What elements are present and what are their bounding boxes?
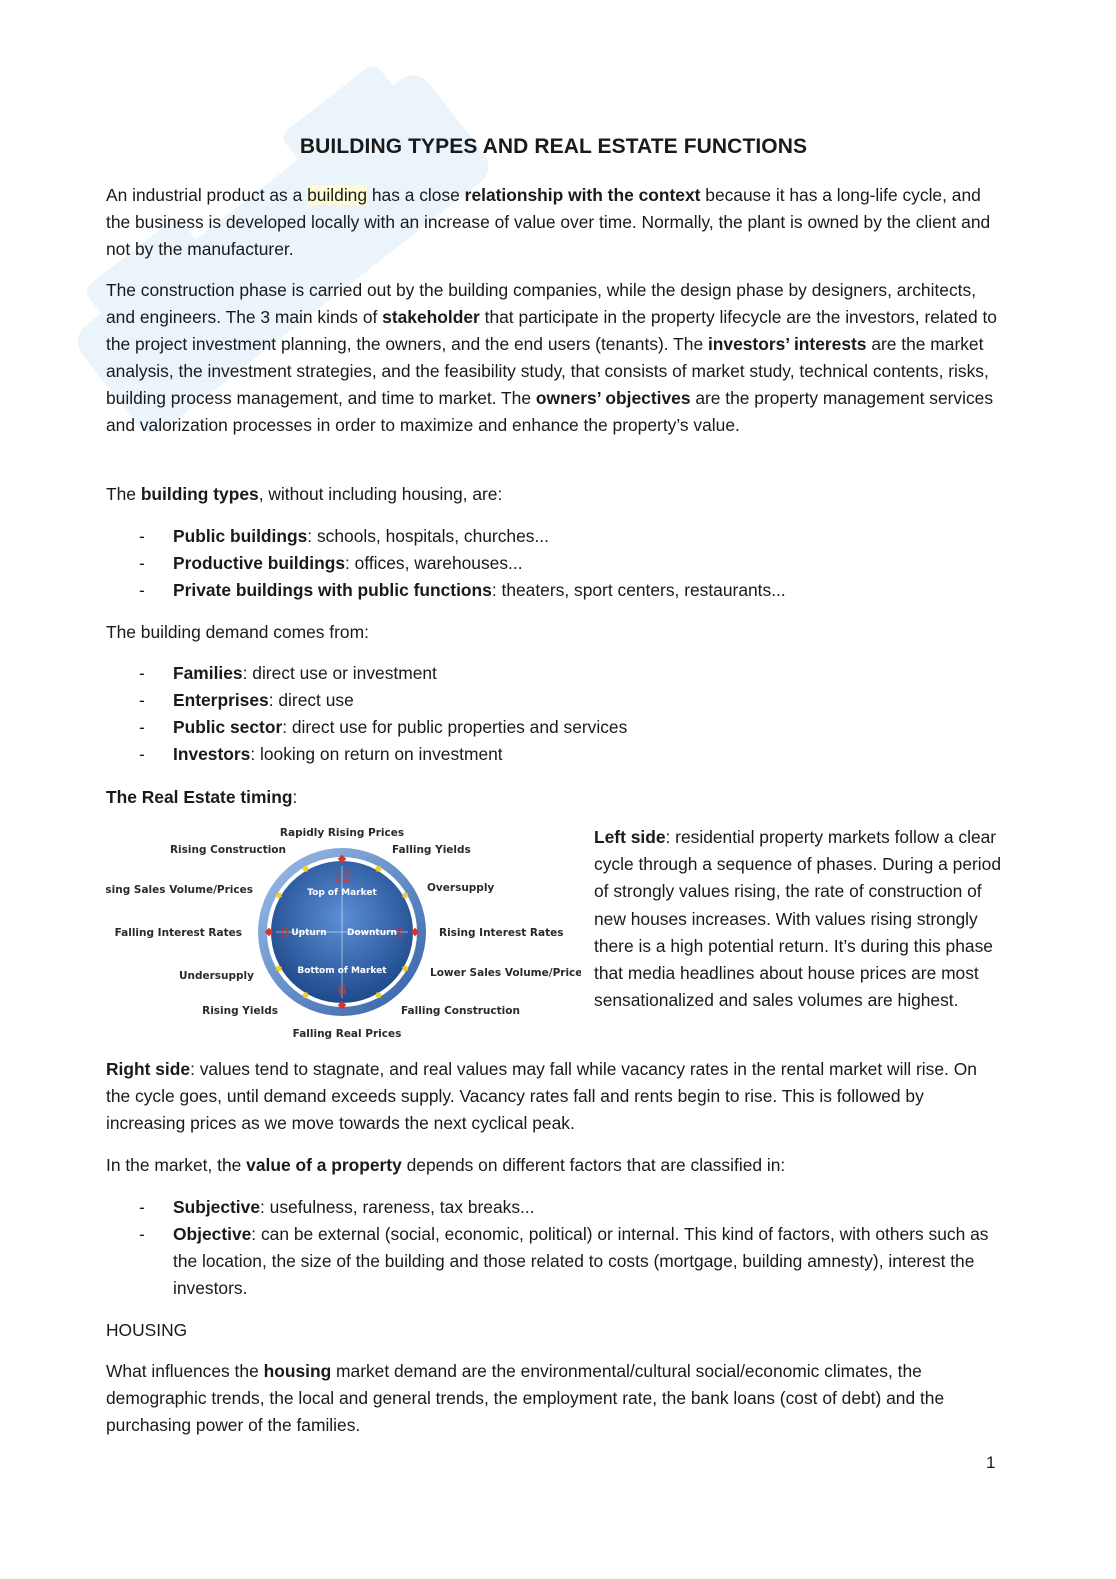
outer-label: Falling Yields (392, 844, 471, 856)
demand-list (106, 660, 1001, 768)
list-item: - Objective: can be external (social, economic, political) or internal. This kind of factors, with others such as the location, the size of the building and those related to costs (mortgage, building amnesty), interest the investors. (139, 1224, 989, 1298)
heading-housing: HOUSING (106, 1320, 188, 1340)
list-item: - Families: direct use or investment (139, 663, 437, 683)
outer-label: Rising Sales Volume/Prices (106, 884, 253, 896)
right-side-description: Right side: values tend to stagnate, and real values may fall while vacancy rates in the rental market will rise. On the cycle goes, until demand exceeds supply. Vacancy rates fall and rents begin to rise. This is followed by increasing prices as we move towards the next cyclical peak. (106, 1059, 977, 1133)
clock-number-9: 9 (280, 926, 290, 942)
paragraph-demand: The building demand comes from: (106, 622, 369, 642)
outer-label: Rapidly Rising Prices (279, 827, 405, 839)
outer-label: Rising Yields (202, 1005, 278, 1017)
heading-real-estate-timing: The Real Estate timing: (106, 787, 298, 807)
real-estate-clock-diagram (106, 820, 581, 1045)
outer-label: Falling Construction (401, 1005, 520, 1017)
clock-number-12: 12 (333, 869, 351, 885)
building-types-list (106, 523, 1001, 604)
clock-svg (106, 820, 581, 1045)
paragraph-housing: What influences the housing market demand are the environmental/cultural social/economic climates, the demographic trends, the local and general trends, the employment rate, the bank loans (cost of debt) and the purchasing power of the families. (106, 1361, 945, 1435)
outer-label: Falling Interest Rates (114, 927, 242, 939)
list-item: - Public buildings: schools, hospitals, churches... (139, 526, 549, 546)
inner-label-right: Downturn (347, 928, 397, 938)
paragraph-property-value: In the market, the value of a property depends on different factors that are classified in: (106, 1155, 786, 1175)
outer-label: Rising Interest Rates (439, 927, 564, 939)
outer-label: Lower Sales Volume/Prices (430, 967, 581, 979)
factors-list (106, 1194, 1001, 1302)
list-item: - Enterprises: direct use (139, 690, 354, 710)
inner-label-left: Upturn (291, 928, 327, 938)
inner-label-bottom: Bottom of Market (297, 966, 387, 976)
paragraph-stakeholders: The construction phase is carried out by the building companies, while the design phase by designers, architects, and engineers. The 3 main kinds of stakeholder that participate in the property lifecycle are the investors, related to the project investment planning, the owners, and the end users (tenants). The investors’ interests are the market analysis, the investment strategies, and the feasibility study, that consists of market study, technical contents, risks, building process management, and time to market. The owners’ objectives are the property management services and valorization processes in order to maximize and enhance the property’s value. (106, 280, 997, 435)
paragraph-context: An industrial product as a building has a close relationship with the context because it has a long-life cycle, and the business is developed locally with an increase of value over time. Normally, the plant is owned by the client and not by the manufacturer. (106, 185, 991, 259)
outer-label: Rising Construction (169, 844, 286, 856)
outer-label: Falling Real Prices (292, 1028, 402, 1040)
outer-label: Undersupply (178, 970, 254, 982)
list-item: - Public sector: direct use for public properties and services (139, 717, 628, 737)
inner-label-top: Top of Market (307, 888, 377, 898)
paragraph-building-types: The building types, without including housing, are: (106, 484, 503, 504)
list-item: - Private buildings with public functions: theaters, sport centers, restaurants... (139, 580, 786, 600)
page-title: BUILDING TYPES AND REAL ESTATE FUNCTIONS (299, 135, 808, 158)
clock-number-6: 6 (337, 983, 347, 999)
outer-label: Oversupply (427, 882, 495, 894)
list-item: - Productive buildings: offices, warehouses... (139, 553, 523, 573)
list-item: - Subjective: usefulness, rareness, tax breaks... (139, 1197, 535, 1217)
list-item: - Investors: looking on return on investment (139, 744, 503, 764)
left-side-description: Left side: residential property markets follow a clear cycle through a sequence of phases. During a period of strongly values rising, the rate of construction of new houses increases. With values rising strongly there is a high potential return. It’s during this phase that media headlines about house prices are most sensationalized and sales volumes are highest. (594, 827, 1002, 1011)
page-number: 1 (986, 1453, 996, 1472)
clock-number-3: 3 (394, 926, 404, 942)
